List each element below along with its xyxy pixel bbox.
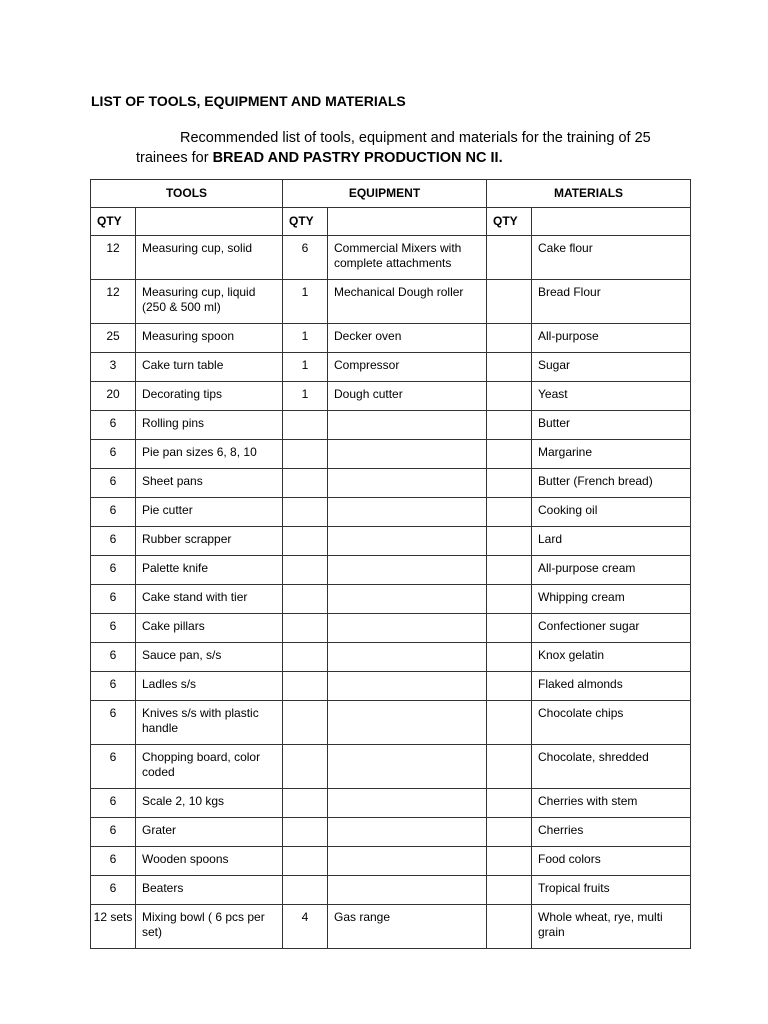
equipment-name-cell: [328, 701, 487, 745]
material-name-cell: Cooking oil: [532, 498, 691, 527]
material-qty-cell: [487, 469, 532, 498]
tool-name-cell: Wooden spoons: [136, 847, 283, 876]
tool-qty-cell: 6: [91, 527, 136, 556]
material-qty-cell: [487, 498, 532, 527]
material-qty-cell: [487, 672, 532, 701]
material-qty-cell: [487, 411, 532, 440]
material-qty-cell: [487, 847, 532, 876]
equipment-name-cell: [328, 847, 487, 876]
material-qty-cell: [487, 556, 532, 585]
equipment-qty-cell: 1: [283, 353, 328, 382]
material-name-cell: Bread Flour: [532, 280, 691, 324]
qty-header-tools: QTY: [91, 208, 136, 236]
equipment-qty-cell: [283, 556, 328, 585]
equipment-qty-cell: [283, 440, 328, 469]
tool-name-cell: Pie cutter: [136, 498, 283, 527]
equipment-name-cell: [328, 672, 487, 701]
equipment-name-cell: [328, 469, 487, 498]
tool-qty-cell: 25: [91, 324, 136, 353]
equipment-name-cell: Mechanical Dough roller: [328, 280, 487, 324]
qty-header-row: [91, 208, 691, 236]
material-qty-cell: [487, 614, 532, 643]
material-name-cell: Yeast: [532, 382, 691, 411]
tool-name-cell: Pie pan sizes 6, 8, 10: [136, 440, 283, 469]
material-name-cell: All-purpose cream: [532, 556, 691, 585]
table-row: [91, 324, 691, 353]
tool-qty-cell: 20: [91, 382, 136, 411]
material-qty-cell: [487, 745, 532, 789]
table-row: [91, 643, 691, 672]
table-row: [91, 353, 691, 382]
tool-qty-cell: 6: [91, 643, 136, 672]
material-name-cell: Confectioner sugar: [532, 614, 691, 643]
tool-qty-cell: 6: [91, 789, 136, 818]
tool-name-cell: Measuring cup, solid: [136, 236, 283, 280]
tool-qty-cell: 6: [91, 585, 136, 614]
equipment-qty-cell: [283, 527, 328, 556]
equipment-qty-cell: [283, 847, 328, 876]
tool-name-cell: Rolling pins: [136, 411, 283, 440]
tool-qty-cell: 12 sets: [91, 905, 136, 949]
tool-qty-cell: 12: [91, 236, 136, 280]
equipment-name-cell: [328, 411, 487, 440]
qty-header-equipment: QTY: [283, 208, 328, 236]
tool-qty-cell: 6: [91, 876, 136, 905]
tool-qty-cell: 12: [91, 280, 136, 324]
equipment-qty-cell: [283, 498, 328, 527]
equipment-name-cell: Dough cutter: [328, 382, 487, 411]
material-name-cell: Chocolate, shredded: [532, 745, 691, 789]
table-row: [91, 411, 691, 440]
material-name-cell: Knox gelatin: [532, 643, 691, 672]
equipment-name-cell: [328, 789, 487, 818]
tool-qty-cell: 6: [91, 847, 136, 876]
table-row: [91, 556, 691, 585]
header-tools: TOOLS: [91, 180, 283, 208]
tool-qty-cell: 6: [91, 469, 136, 498]
table-row: [91, 701, 691, 745]
tool-name-cell: Cake turn table: [136, 353, 283, 382]
material-qty-cell: [487, 818, 532, 847]
table-row: [91, 745, 691, 789]
material-name-cell: Sugar: [532, 353, 691, 382]
material-qty-cell: [487, 353, 532, 382]
tool-qty-cell: 6: [91, 701, 136, 745]
material-name-cell: Whipping cream: [532, 585, 691, 614]
equipment-name-cell: [328, 527, 487, 556]
material-qty-cell: [487, 382, 532, 411]
equipment-qty-cell: 1: [283, 280, 328, 324]
table-row: [91, 498, 691, 527]
equipment-qty-cell: [283, 469, 328, 498]
tool-name-cell: Chopping board, color coded: [136, 745, 283, 789]
tool-qty-cell: 6: [91, 498, 136, 527]
header-equipment: EQUIPMENT: [283, 180, 487, 208]
page-title: LIST OF TOOLS, EQUIPMENT AND MATERIALS: [91, 93, 406, 109]
qty-header-materials: QTY: [487, 208, 532, 236]
tool-name-cell: Mixing bowl ( 6 pcs per set): [136, 905, 283, 949]
equipment-qty-cell: [283, 672, 328, 701]
equipment-qty-cell: [283, 585, 328, 614]
tool-name-cell: Measuring cup, liquid (250 & 500 ml): [136, 280, 283, 324]
table-row: [91, 236, 691, 280]
empty-header-cell: [532, 208, 691, 236]
equipment-qty-cell: 1: [283, 324, 328, 353]
equipment-name-cell: [328, 745, 487, 789]
equipment-qty-cell: 4: [283, 905, 328, 949]
table-row: [91, 585, 691, 614]
tool-name-cell: Grater: [136, 818, 283, 847]
table-header-row: [91, 180, 691, 208]
table-row: [91, 818, 691, 847]
table-row: [91, 469, 691, 498]
material-name-cell: All-purpose: [532, 324, 691, 353]
material-name-cell: Cake flour: [532, 236, 691, 280]
material-qty-cell: [487, 789, 532, 818]
tool-name-cell: Beaters: [136, 876, 283, 905]
equipment-name-cell: [328, 440, 487, 469]
material-qty-cell: [487, 643, 532, 672]
equipment-qty-cell: [283, 701, 328, 745]
material-name-cell: Butter: [532, 411, 691, 440]
equipment-name-cell: [328, 818, 487, 847]
material-name-cell: Flaked almonds: [532, 672, 691, 701]
table-row: [91, 876, 691, 905]
tool-name-cell: Knives s/s with plastic handle: [136, 701, 283, 745]
material-qty-cell: [487, 527, 532, 556]
equipment-name-cell: Compressor: [328, 353, 487, 382]
equipment-qty-cell: 1: [283, 382, 328, 411]
table-row: [91, 440, 691, 469]
tool-name-cell: Measuring spoon: [136, 324, 283, 353]
equipment-name-cell: Gas range: [328, 905, 487, 949]
tools-equipment-materials-table: [90, 179, 691, 949]
tool-qty-cell: 6: [91, 440, 136, 469]
equipment-qty-cell: [283, 789, 328, 818]
tool-name-cell: Cake pillars: [136, 614, 283, 643]
tool-qty-cell: 3: [91, 353, 136, 382]
tool-qty-cell: 6: [91, 818, 136, 847]
header-materials: MATERIALS: [487, 180, 691, 208]
tool-qty-cell: 6: [91, 556, 136, 585]
tool-name-cell: Sheet pans: [136, 469, 283, 498]
material-name-cell: Cherries: [532, 818, 691, 847]
tool-name-cell: Decorating tips: [136, 382, 283, 411]
material-name-cell: Lard: [532, 527, 691, 556]
material-qty-cell: [487, 236, 532, 280]
table-row: [91, 789, 691, 818]
tool-qty-cell: 6: [91, 614, 136, 643]
intro-text: Recommended list of tools, equipment and materials for the training of 25 trainees for: [136, 130, 651, 166]
course-name: BREAD AND PASTRY PRODUCTION NC II.: [212, 150, 503, 166]
tool-name-cell: Cake stand with tier: [136, 585, 283, 614]
equipment-name-cell: [328, 556, 487, 585]
table-row: [91, 527, 691, 556]
material-name-cell: Cherries with stem: [532, 789, 691, 818]
table-row: [91, 905, 691, 949]
equipment-name-cell: [328, 614, 487, 643]
material-name-cell: Tropical fruits: [532, 876, 691, 905]
equipment-qty-cell: [283, 818, 328, 847]
equipment-name-cell: [328, 876, 487, 905]
table-row: [91, 382, 691, 411]
equipment-qty-cell: [283, 643, 328, 672]
tool-qty-cell: 6: [91, 672, 136, 701]
equipment-qty-cell: 6: [283, 236, 328, 280]
table-row: [91, 672, 691, 701]
tool-name-cell: Rubber scrapper: [136, 527, 283, 556]
tool-name-cell: Sauce pan, s/s: [136, 643, 283, 672]
table-row: [91, 280, 691, 324]
material-qty-cell: [487, 280, 532, 324]
material-qty-cell: [487, 585, 532, 614]
equipment-name-cell: Commercial Mixers with complete attachments: [328, 236, 487, 280]
material-qty-cell: [487, 440, 532, 469]
equipment-qty-cell: [283, 876, 328, 905]
tool-name-cell: Scale 2, 10 kgs: [136, 789, 283, 818]
material-name-cell: Butter (French bread): [532, 469, 691, 498]
material-name-cell: Chocolate chips: [532, 701, 691, 745]
intro-paragraph: [136, 128, 696, 168]
equipment-qty-cell: [283, 745, 328, 789]
empty-header-cell: [136, 208, 283, 236]
material-qty-cell: [487, 324, 532, 353]
equipment-name-cell: Decker oven: [328, 324, 487, 353]
material-qty-cell: [487, 876, 532, 905]
equipment-qty-cell: [283, 411, 328, 440]
tool-name-cell: Ladles s/s: [136, 672, 283, 701]
tool-qty-cell: 6: [91, 745, 136, 789]
material-name-cell: Margarine: [532, 440, 691, 469]
material-qty-cell: [487, 701, 532, 745]
equipment-name-cell: [328, 585, 487, 614]
equipment-qty-cell: [283, 614, 328, 643]
tool-name-cell: Palette knife: [136, 556, 283, 585]
empty-header-cell: [328, 208, 487, 236]
equipment-name-cell: [328, 643, 487, 672]
equipment-name-cell: [328, 498, 487, 527]
tool-qty-cell: 6: [91, 411, 136, 440]
material-qty-cell: [487, 905, 532, 949]
material-name-cell: Food colors: [532, 847, 691, 876]
table-row: [91, 614, 691, 643]
table-row: [91, 847, 691, 876]
material-name-cell: Whole wheat, rye, multi grain: [532, 905, 691, 949]
